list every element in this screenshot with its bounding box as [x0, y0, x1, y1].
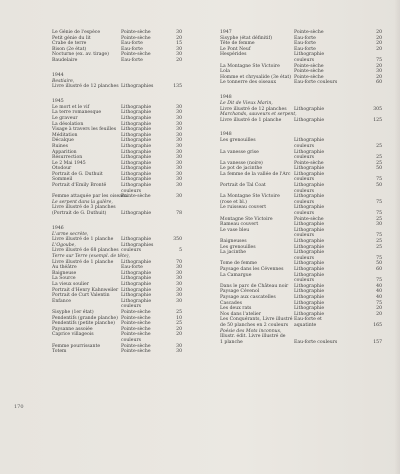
entry-medium: couleurs: [294, 177, 314, 183]
entry-title: Visage à travers les feuilles: [52, 127, 117, 133]
entry-number: 30: [176, 46, 182, 52]
year-heading: 1944: [52, 72, 64, 78]
entry-number: 30: [176, 127, 182, 133]
entry-medium: Lithographie: [121, 177, 152, 183]
entry-medium: Pointe-sèche: [294, 63, 324, 69]
entry-medium: Eau-forte: [294, 35, 316, 41]
entry-medium: Lithographie: [294, 306, 325, 312]
entry-title: Livre illustré de 12 planches: [220, 106, 287, 112]
entry-number: 30: [376, 69, 382, 75]
entry-number: 30: [176, 166, 182, 172]
entry-medium: Lithographie: [121, 160, 152, 166]
entry-medium: Pointe-sèche: [294, 30, 324, 35]
section-gap: [52, 64, 200, 67]
entry-number: 30: [176, 349, 182, 355]
entry-number: 75: [376, 278, 382, 284]
entry-number: 30: [176, 138, 182, 144]
entry-title: Livre illustré de 12 planches: [52, 84, 119, 90]
entry-number: 40: [376, 283, 382, 289]
entry-number: 30: [176, 265, 182, 271]
entry-title: (Portrait de G. Duthuit): [52, 211, 107, 217]
page-edge-shadow: [394, 0, 400, 474]
entry-medium: Lithographies: [121, 242, 154, 248]
entry-number: 15: [176, 41, 182, 47]
entry-title: Dans le parc de Château noir: [220, 283, 289, 289]
entry-number: 20: [176, 332, 182, 338]
entry-number: 20: [376, 306, 382, 312]
entry-number: 30: [176, 293, 182, 299]
right-column: [220, 30, 395, 345]
entry-medium: Lithographie: [121, 115, 152, 121]
entry-number: 20: [376, 30, 382, 35]
entry-number: 30: [176, 287, 182, 293]
entry-title: Portrait de Tal Coat: [220, 183, 266, 189]
section-gap: [220, 123, 395, 126]
entry-title: Baudelaire: [52, 57, 78, 63]
entry-medium: couleurs: [121, 337, 141, 343]
entry-medium: couleurs: [294, 278, 314, 284]
entry-number: 30: [176, 194, 182, 200]
entry-number: 135: [173, 84, 182, 90]
entry-title: Paysage Cévenol: [220, 289, 260, 295]
entry-medium: Eau-forte: [121, 57, 143, 63]
entry-medium: couleurs: [294, 211, 314, 217]
entry-title: Ruines: [52, 143, 68, 149]
entry-number: 30: [176, 104, 182, 110]
entry-number: 75: [376, 57, 382, 63]
entry-medium: Lithographie: [294, 261, 325, 267]
entry-medium: Lithographie: [294, 106, 325, 112]
entry-title: Les grenouilles: [220, 138, 256, 144]
entry-number: 20: [176, 35, 182, 41]
entry-medium: Lithographie: [121, 104, 152, 110]
entry-medium: Lithographie: [294, 244, 325, 250]
year-heading: 1946: [52, 225, 64, 231]
entry-medium: Pointe-sèche: [121, 194, 151, 200]
entry-medium: Pointe-sèche: [121, 315, 151, 321]
entry-title: Livre illustré de 1 planche: [220, 117, 282, 123]
entry-medium: Eau-forte: [294, 41, 316, 47]
entry-medium: couleurs: [294, 199, 314, 205]
entry-medium: Eau-forte: [121, 41, 143, 47]
entry-title: Paysage aux cascatelles: [220, 294, 276, 300]
entry-title: Enfance: [52, 298, 72, 304]
entry-number: 40: [376, 294, 382, 300]
entry-title: Pendentifs (petite planche): [52, 321, 115, 327]
year-heading: 1948: [220, 94, 232, 100]
entry-number: 25: [376, 239, 382, 244]
entry-title: Résurrection: [52, 155, 83, 161]
entry-title: Tome de femme: [220, 261, 257, 267]
entry-medium: Eau-forte: [121, 46, 143, 52]
catalogue-entry: [52, 211, 200, 217]
entry-number: 25: [176, 321, 182, 327]
entry-title: Le ruisseau couvert: [220, 205, 267, 211]
entry-title: Bison (2e état): [52, 46, 87, 52]
entry-number: 75: [376, 255, 382, 261]
entry-title: Les Conquérants, Livre illustré: [220, 317, 293, 323]
entry-title: Le serpent dans la galère,: [52, 199, 113, 205]
entry-title: Les deux rats: [220, 306, 252, 312]
entry-medium: Pointe-sèche: [294, 216, 324, 222]
entry-medium: Lithographie: [121, 259, 152, 265]
entry-title: Pendentifs (grande planche): [52, 315, 118, 321]
entry-title: Le Génie de l'espèce: [52, 30, 101, 35]
entry-title: Terre sur Terre (exempl. de tête),: [52, 254, 130, 259]
catalogue-entry: [52, 58, 200, 64]
entry-medium: Lithographie: [121, 276, 152, 282]
entry-medium: Eau-forte: [294, 46, 316, 52]
entry-medium: Pointe-sèche: [121, 321, 151, 327]
entry-title: Lola: [220, 69, 231, 75]
entry-title: Otodour: [52, 166, 72, 172]
entry-title: Sisyphe (état définitif): [220, 35, 273, 41]
year-heading-row: [52, 69, 200, 79]
entry-medium: Pointe-sèche: [294, 74, 324, 80]
section-gap: [52, 217, 200, 220]
entry-medium: Lithographie: [121, 155, 152, 161]
entry-number: 50: [376, 166, 382, 172]
entry-medium: Lithographie: [294, 52, 325, 58]
entry-medium: Pointe-sèche: [121, 326, 151, 332]
entry-medium: couleurs: [121, 304, 141, 310]
entry-title: Le vase bleu: [220, 227, 250, 233]
entry-medium: Lithographie: [294, 166, 325, 172]
entry-title: Les grenouilles: [220, 244, 256, 250]
entry-number: 40: [376, 289, 382, 295]
entry-number: 20: [176, 326, 182, 332]
entry-medium: Lithographie: [294, 311, 325, 317]
entry-medium: couleurs: [121, 188, 141, 194]
entry-title: Portrait d'Henry Kahnweiler: [52, 287, 119, 293]
entry-medium: Pointe-sèche: [121, 349, 151, 355]
year-heading: 1945: [52, 98, 64, 104]
entry-title: Portrait de G. Duthuit: [52, 171, 103, 177]
entry-number: 30: [176, 183, 182, 189]
entry-title: Nos dans l'atelier: [220, 311, 261, 317]
entry-title: Poésie des Mots inconnus,: [220, 328, 282, 334]
entry-title: Baigneuses: [220, 239, 247, 244]
entry-title: Livre illustré de 3 planches: [52, 205, 116, 211]
entry-title: La Montagne Ste Victoire: [220, 194, 280, 200]
entry-medium: Eau-forte et: [294, 317, 322, 323]
entry-number: 60: [376, 80, 382, 86]
entry-title: Totem: [52, 349, 67, 355]
entry-title: Le Pont Neuf: [220, 46, 251, 52]
entry-number: 78: [176, 211, 182, 217]
catalogue-entry: [52, 84, 200, 90]
catalogue-entry: [220, 118, 395, 124]
entry-medium: Lithographie: [294, 138, 325, 144]
entry-medium: Lithographie: [121, 270, 152, 276]
entry-title: La vieux soulier: [52, 281, 89, 287]
entry-title: Le pot de jacinthe: [220, 166, 263, 172]
entry-number: 20: [176, 57, 182, 63]
entry-number: 20: [376, 46, 382, 52]
entry-medium: couleurs: [121, 248, 141, 254]
entry-title: Le Dit de Vieux Marin,: [220, 100, 273, 106]
entry-number: 30: [176, 276, 182, 282]
entry-number: 50: [376, 261, 382, 267]
entry-title: Homme et chrysalide (3e état): [220, 74, 291, 80]
entry-title: Rameau couvert: [220, 222, 259, 228]
entry-number: 30: [176, 121, 182, 127]
entry-title: Montagne Ste Victoire: [220, 216, 273, 222]
entry-medium: Lithographie: [294, 149, 325, 155]
entry-medium: Eau-forte couleurs: [294, 339, 338, 345]
entry-medium: Lithographie: [121, 166, 152, 172]
entry-number: 30: [176, 270, 182, 276]
entry-number: 75: [376, 211, 382, 217]
catalogue-entry: [52, 349, 200, 355]
entry-title: Décalque: [52, 138, 74, 144]
entry-medium: Lithographie: [121, 298, 152, 304]
entry-number: 30: [176, 115, 182, 121]
entry-number: 30: [176, 143, 182, 149]
entry-medium: Lithographie: [294, 239, 325, 244]
entry-medium: Lithographie: [294, 289, 325, 295]
entry-title: Illustr. édit. Livre illustré de: [220, 334, 286, 340]
entry-number: 75: [376, 199, 382, 205]
entry-medium: Lithographie: [121, 293, 152, 299]
entry-title: Crabe de terre: [52, 41, 87, 47]
entry-number: 30: [176, 30, 182, 35]
entry-number: 20: [376, 41, 382, 47]
entry-title: Apparition: [52, 149, 77, 155]
entry-number: 25: [376, 155, 382, 161]
entry-title: Nocturne (ex. av. tirage): [52, 52, 109, 58]
entry-medium: Lithographie: [121, 287, 152, 293]
entry-title: Portrait de Curt Valentin: [52, 293, 110, 299]
entry-title: Paysage dans les Cévennes: [220, 266, 284, 272]
entry-medium: couleurs: [294, 57, 314, 63]
entry-number: 25: [376, 216, 382, 222]
entry-title: Livre illustré de 1 planche: [52, 259, 114, 265]
entry-title: La désolation: [52, 121, 84, 127]
entry-title: Au théâtre: [52, 265, 77, 271]
entry-number: 75: [376, 233, 382, 239]
entry-title: La femme de la vallée de l'Arc: [220, 171, 291, 177]
entry-title: Marchands, sauveurs et serpent,: [220, 112, 297, 118]
entry-medium: Lithographies: [121, 84, 154, 90]
entry-number: 30: [176, 155, 182, 161]
entry-medium: Lithographie: [294, 171, 325, 177]
entry-medium: couleurs: [294, 155, 314, 161]
entry-title: Hespérides: [220, 52, 247, 58]
entry-title: L'Ogoube,: [52, 242, 76, 248]
entry-medium: Lithographie: [121, 127, 152, 133]
entry-title: La vanesse (noire): [220, 160, 263, 166]
entry-number: 305: [373, 106, 382, 112]
entry-medium: Pointe-sèche: [121, 343, 151, 349]
entry-number: 165: [373, 322, 382, 328]
entry-title: 1 planche: [220, 339, 243, 345]
entry-title: (rose et bl.): [220, 199, 247, 205]
entry-title: Sisyphe (1er état): [52, 309, 94, 315]
entry-title: 1947: [220, 30, 232, 35]
entry-medium: Lithographie: [294, 300, 325, 306]
entry-medium: Lithographie: [294, 283, 325, 289]
entry-number: 75: [376, 177, 382, 183]
page-number: 170: [14, 404, 24, 410]
entry-title: Femme pourrissante: [52, 343, 101, 349]
year-heading-row: [52, 95, 200, 105]
entry-title: Le mort et le vif: [52, 104, 90, 110]
entry-number: 350: [173, 237, 182, 243]
entry-medium: Lithographie: [121, 183, 152, 189]
entry-number: 30: [176, 160, 182, 166]
entry-number: 75: [376, 300, 382, 306]
entry-medium: couleurs: [294, 143, 314, 149]
entry-medium: Lithographie: [121, 138, 152, 144]
entry-title: Méditation: [52, 132, 78, 138]
entry-medium: Lithographie: [121, 237, 152, 243]
entry-medium: Pointe-sèche: [121, 332, 151, 338]
section-gap: [220, 86, 395, 89]
entry-number: 25: [376, 160, 382, 166]
entry-title: Tête de femme: [220, 41, 255, 47]
entry-medium: Lithographie: [294, 183, 325, 189]
entry-number: 30: [176, 171, 182, 177]
entry-medium: Lithographie: [121, 281, 152, 287]
entry-number: 30: [176, 343, 182, 349]
entry-number: 30: [176, 110, 182, 116]
entry-title: Livre illustré de 1 planche: [52, 237, 114, 243]
entry-medium: couleurs: [294, 233, 314, 239]
entry-title: Caprice villageois: [52, 332, 94, 338]
entry-title: La Camargue: [220, 272, 252, 278]
entry-medium: aquatinte: [294, 322, 317, 328]
catalogue-entry: [220, 80, 395, 86]
entry-medium: Eau-forte couleurs: [294, 80, 338, 86]
entry-number: 10: [176, 315, 182, 321]
entry-number: 30: [376, 222, 382, 228]
entry-number: 20: [376, 311, 382, 317]
entry-medium: Pointe-sèche: [121, 52, 151, 58]
entry-number: 30: [176, 132, 182, 138]
entry-title: Baigneuse: [52, 270, 77, 276]
entry-medium: Lithographie: [294, 250, 325, 256]
entry-title: Livre illustré de 68 planches: [52, 248, 119, 254]
year-heading: 1948: [220, 132, 232, 138]
entry-title: Femme attaquée par les oiseaux: [52, 194, 128, 200]
entry-number: 30: [176, 281, 182, 287]
entry-title: Portrait d'Emily Brontë: [52, 183, 107, 189]
entry-medium: Eau-forte: [121, 265, 143, 271]
entry-medium: couleurs: [294, 188, 314, 194]
catalogue-entry: [220, 340, 395, 346]
entry-medium: Lithographie: [294, 205, 325, 211]
entry-number: 25: [176, 309, 182, 315]
entry-number: 157: [373, 339, 382, 345]
entry-title: La terre romanesque: [52, 110, 102, 116]
entry-medium: Lithographie: [121, 149, 152, 155]
year-heading-row: [220, 91, 395, 101]
entry-title: L'arme secrète,: [52, 231, 89, 237]
entry-number: 60: [376, 266, 382, 272]
entry-number: 20: [376, 63, 382, 69]
entry-number: 25: [376, 143, 382, 149]
entry-title: La vanesse grise: [220, 149, 259, 155]
entry-title: Petit génie du lit: [52, 35, 91, 41]
entry-medium: Pointe-sèche: [121, 309, 151, 315]
year-heading-row: [52, 222, 200, 232]
entry-medium: Lithographie: [121, 171, 152, 177]
entry-number: 30: [176, 52, 182, 58]
entry-medium: Lithographie: [121, 110, 152, 116]
entry-medium: Lithographie: [121, 143, 152, 149]
entry-title: Cascades: [220, 300, 242, 306]
left-column: [52, 30, 200, 355]
entry-medium: Lithographie: [294, 266, 325, 272]
entry-title: Le 2 Mai 1945: [52, 160, 86, 166]
entry-number: 70: [176, 259, 182, 265]
entry-number: 125: [373, 117, 382, 123]
entry-title: Paysanne assoiée: [52, 326, 93, 332]
entry-title: La Montagne Ste Victoire: [220, 63, 280, 69]
entry-number: 30: [176, 298, 182, 304]
entry-medium: Lithographie: [294, 117, 325, 123]
entry-medium: Lithographie: [294, 227, 325, 233]
entry-medium: Pointe-sèche: [121, 35, 151, 41]
entry-title: Le tonnerre des oiseaux: [220, 80, 277, 86]
entry-medium: Lithographie: [294, 294, 325, 300]
entry-medium: Pointe-sèche: [294, 69, 324, 75]
entry-medium: Lithographie: [121, 211, 152, 217]
entry-title: de 50 planches en 2 couleurs: [220, 322, 289, 328]
entry-number: 20: [376, 35, 382, 41]
entry-medium: Lithographie: [294, 222, 325, 228]
entry-medium: Pointe-sèche: [121, 30, 151, 35]
entry-title: La jacinthe: [220, 250, 246, 256]
entry-medium: Lithographie: [121, 121, 152, 127]
section-gap: [52, 90, 200, 93]
entry-medium: Lithographie: [294, 272, 325, 278]
entry-number: 20: [376, 74, 382, 80]
entry-medium: Lithographie: [294, 194, 325, 200]
entry-title: Le graveur: [52, 115, 78, 121]
entry-medium: Lithographie: [121, 132, 152, 138]
entry-title: Sommeil: [52, 177, 73, 183]
entry-number: 50: [376, 183, 382, 189]
entry-medium: Pointe-sèche: [294, 160, 324, 166]
entry-medium: couleurs: [294, 255, 314, 261]
entry-number: 30: [176, 177, 182, 183]
entry-number: 5: [179, 248, 182, 254]
entry-number: 25: [376, 244, 382, 250]
entry-number: 30: [176, 149, 182, 155]
year-heading-row: [220, 128, 395, 138]
entry-title: La Source: [52, 276, 76, 282]
entry-title: Bestiaire,: [52, 78, 75, 84]
